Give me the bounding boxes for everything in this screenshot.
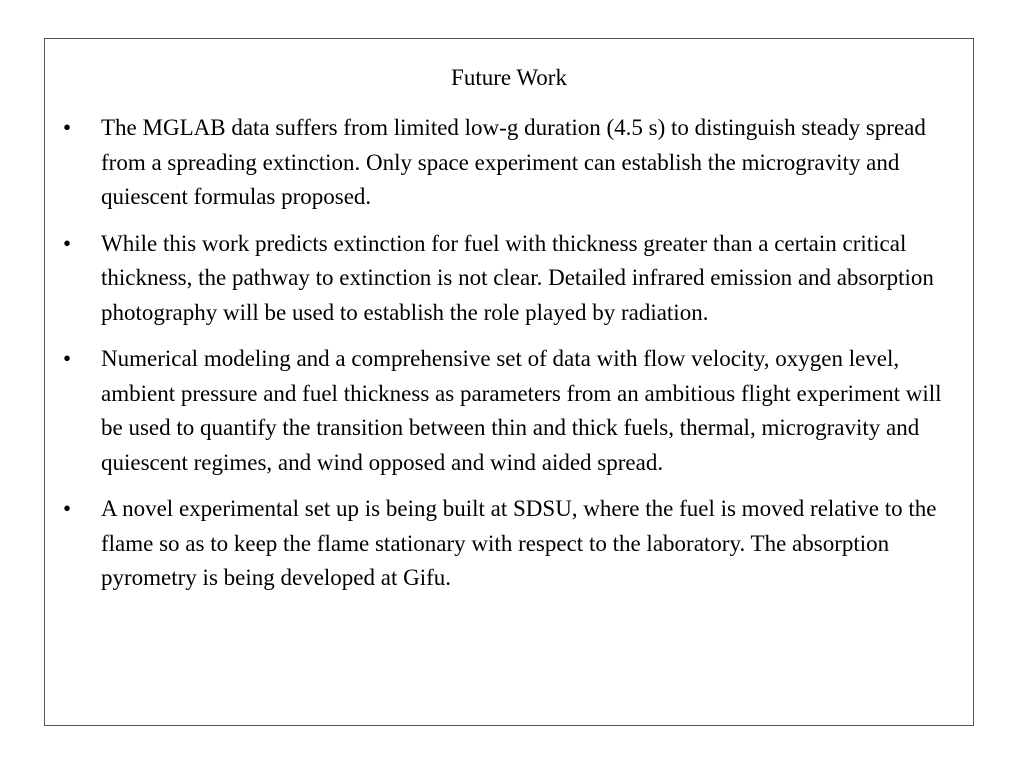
bullet-icon: •: [63, 496, 72, 521]
bullet-item: [61, 342, 956, 480]
bullet-item: [61, 111, 956, 215]
bullet-icon: •: [63, 115, 72, 140]
slide-frame: [44, 38, 974, 726]
bullet-item: [61, 227, 956, 331]
bullet-text: The MGLAB data suffers from limited low-g duration (4.5 s) to distinguish steady spread from a spreading extinction. Only space experiment can establish the microgravity and quiescent formulas proposed.: [101, 115, 926, 209]
bullet-item: [61, 492, 956, 596]
bullet-text: Numerical modeling and a comprehensive set of data with flow velocity, oxygen level, ambient pressure and fuel thickness as parameters from an ambitious flight experiment will be used to quantify the transition between thin and thick fuels, thermal, microgravity and quiescent regimes, and wind opposed and wind aided spread.: [101, 346, 942, 475]
bullet-text: While this work predicts extinction for fuel with thickness greater than a certain critical thickness, the pathway to extinction is not clear. Detailed infrared emission and absorption photography will be used to establish the role played by radiation.: [101, 230, 934, 325]
bullet-icon: •: [63, 346, 72, 371]
bullet-icon: •: [63, 230, 72, 256]
slide-title: Future Work: [451, 65, 567, 90]
bullet-list: [61, 111, 956, 608]
bullet-text: A novel experimental set up is being built at SDSU, where the fuel is moved relative to the flame so as to keep the flame stationary with respect to the laboratory. The absorption pyrometry is being developed at Gifu.: [101, 496, 937, 590]
